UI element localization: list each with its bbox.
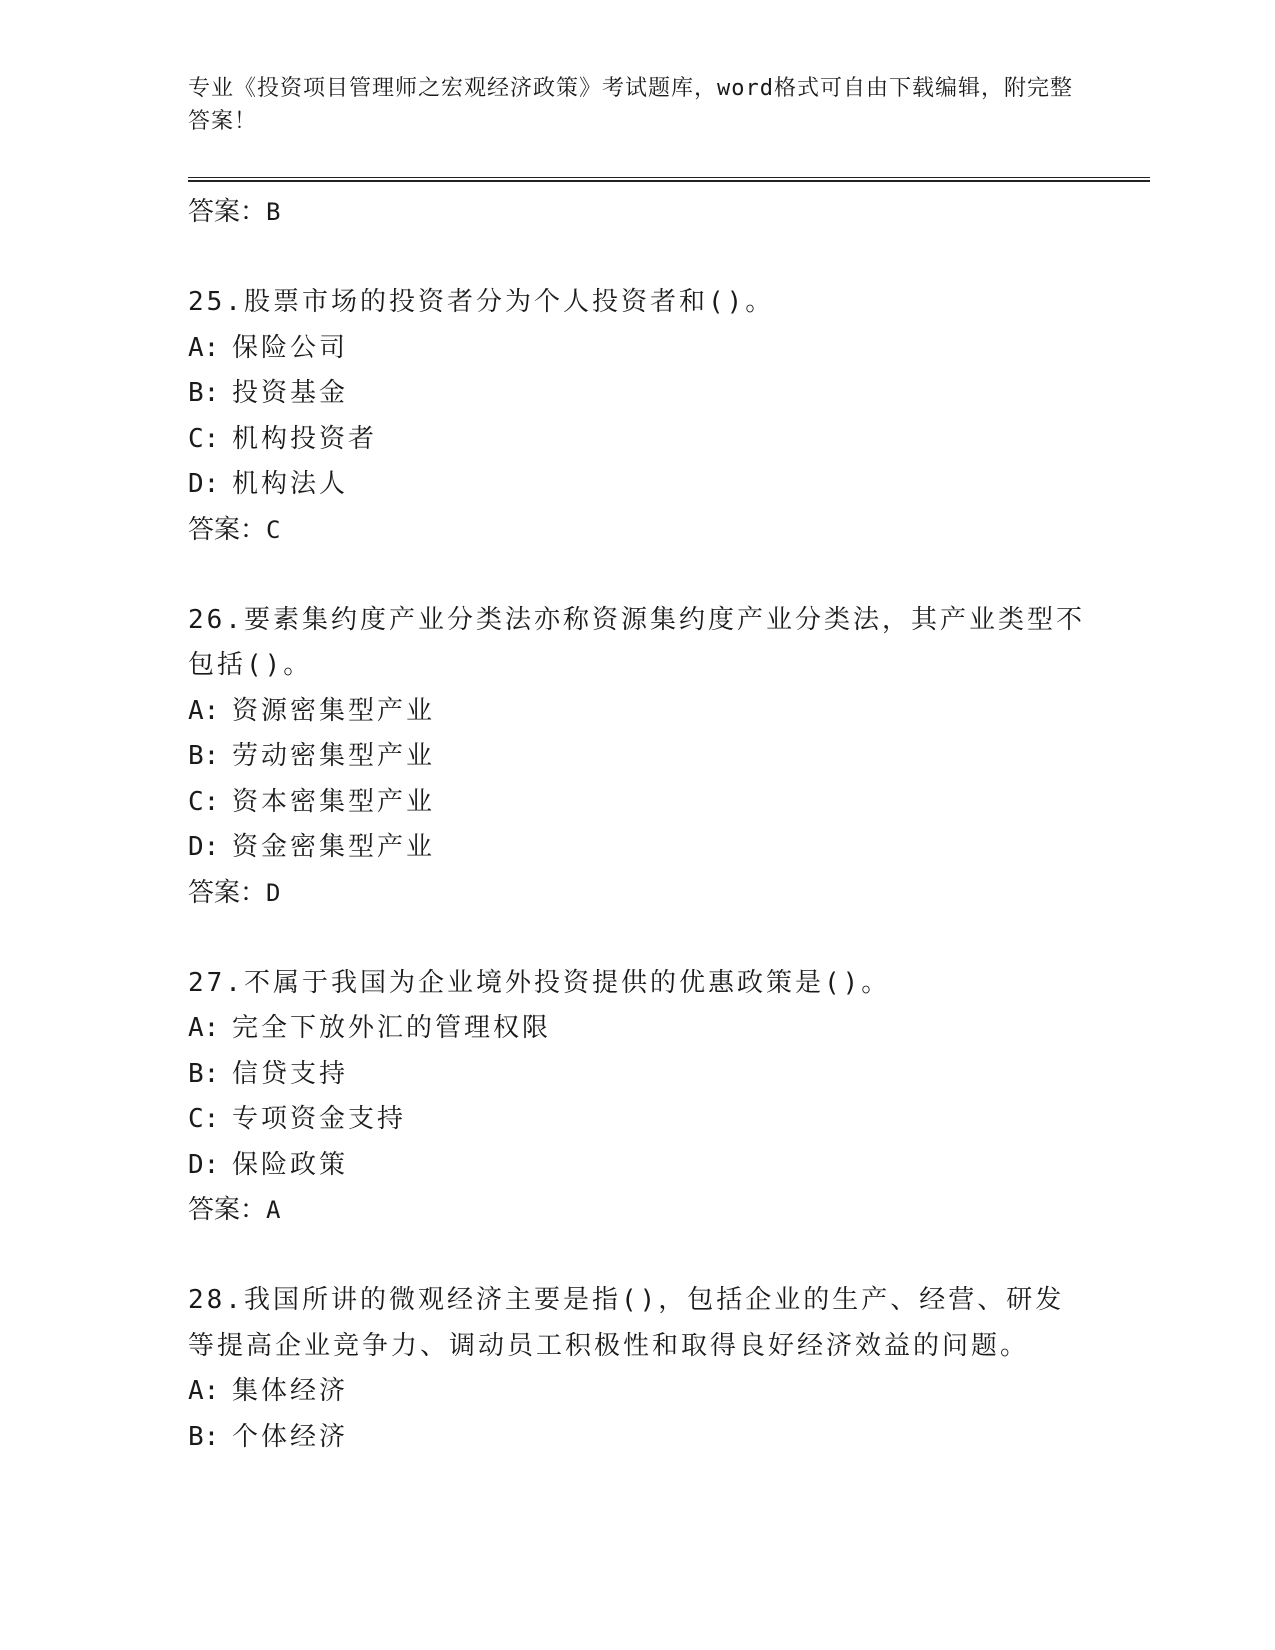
option-text: 完全下放外汇的管理权限 <box>232 1013 552 1043</box>
question-text: 28.我国所讲的微观经济主要是指()，包括企业的生产、经营、研发等提高企业竞争力、调动员工积极性和取得良好经济效益的问题。 <box>188 1285 1065 1361</box>
option-letter: A: <box>188 1376 220 1406</box>
option-text: 劳动密集型产业 <box>232 741 436 771</box>
answer-value: D <box>266 878 281 907</box>
answer-label: 答案： <box>188 197 267 227</box>
page-header: 专业《投资项目管理师之宏观经济政策》考试题库，word格式可自由下载编辑，附完整答案！ <box>188 76 1073 134</box>
option-letter: C: <box>188 423 220 454</box>
question-text: 25.股票市场的投资者分为个人投资者和()。 <box>188 287 775 317</box>
option-c <box>188 1097 1088 1143</box>
option-a <box>188 1369 1088 1415</box>
answer-line <box>188 190 1088 235</box>
option-c <box>188 417 1088 463</box>
option-a <box>188 326 1088 372</box>
option-letter: D: <box>188 832 220 862</box>
option-d <box>188 462 1088 508</box>
answer-label: 答案： <box>188 514 267 545</box>
option-b <box>188 1415 1088 1461</box>
option-b <box>188 1052 1088 1098</box>
answer-value: C <box>266 515 281 544</box>
question-list <box>188 190 1088 1460</box>
option-d <box>188 825 1088 871</box>
option-d <box>188 1143 1088 1189</box>
answer-line <box>188 508 1088 553</box>
option-a <box>188 689 1088 735</box>
option-text: 保险政策 <box>232 1149 349 1180</box>
option-text: 资本密集型产业 <box>232 786 436 817</box>
option-letter: B: <box>188 1421 220 1452</box>
option-letter: D: <box>188 1149 220 1180</box>
question-text: 27.不属于我国为企业境外投资提供的优惠政策是()。 <box>188 967 891 998</box>
option-text: 资金密集型产业 <box>232 832 436 862</box>
option-c <box>188 780 1088 826</box>
answer-line <box>188 871 1088 916</box>
answer-label: 答案： <box>188 877 267 908</box>
question-text: 26.要素集约度产业分类法亦称资源集约度产业分类法，其产业类型不包括()。 <box>188 604 1085 680</box>
option-letter: B: <box>188 1058 220 1089</box>
answer-label: 答案： <box>188 1195 267 1225</box>
option-letter: C: <box>188 1104 220 1134</box>
option-letter: B: <box>188 378 220 408</box>
answer-line <box>188 1188 1088 1233</box>
option-text: 信贷支持 <box>232 1058 349 1089</box>
answer-value: A <box>266 1196 281 1224</box>
option-letter: B: <box>188 741 220 771</box>
option-text: 机构投资者 <box>232 423 378 454</box>
option-letter: D: <box>188 469 220 499</box>
option-text: 机构法人 <box>232 469 349 499</box>
option-text: 资源密集型产业 <box>232 695 436 726</box>
option-a <box>188 1006 1088 1052</box>
option-letter: C: <box>188 786 220 817</box>
answer-value: B <box>266 198 281 226</box>
header-divider <box>188 177 1150 182</box>
option-b <box>188 371 1088 417</box>
option-text: 专项资金支持 <box>232 1104 407 1134</box>
option-letter: A: <box>188 332 220 363</box>
option-text: 保险公司 <box>232 332 349 363</box>
option-letter: A: <box>188 695 220 726</box>
option-b <box>188 734 1088 780</box>
option-letter: A: <box>188 1013 220 1043</box>
option-text: 投资基金 <box>232 378 349 408</box>
option-text: 个体经济 <box>232 1421 349 1452</box>
option-text: 集体经济 <box>232 1376 349 1406</box>
